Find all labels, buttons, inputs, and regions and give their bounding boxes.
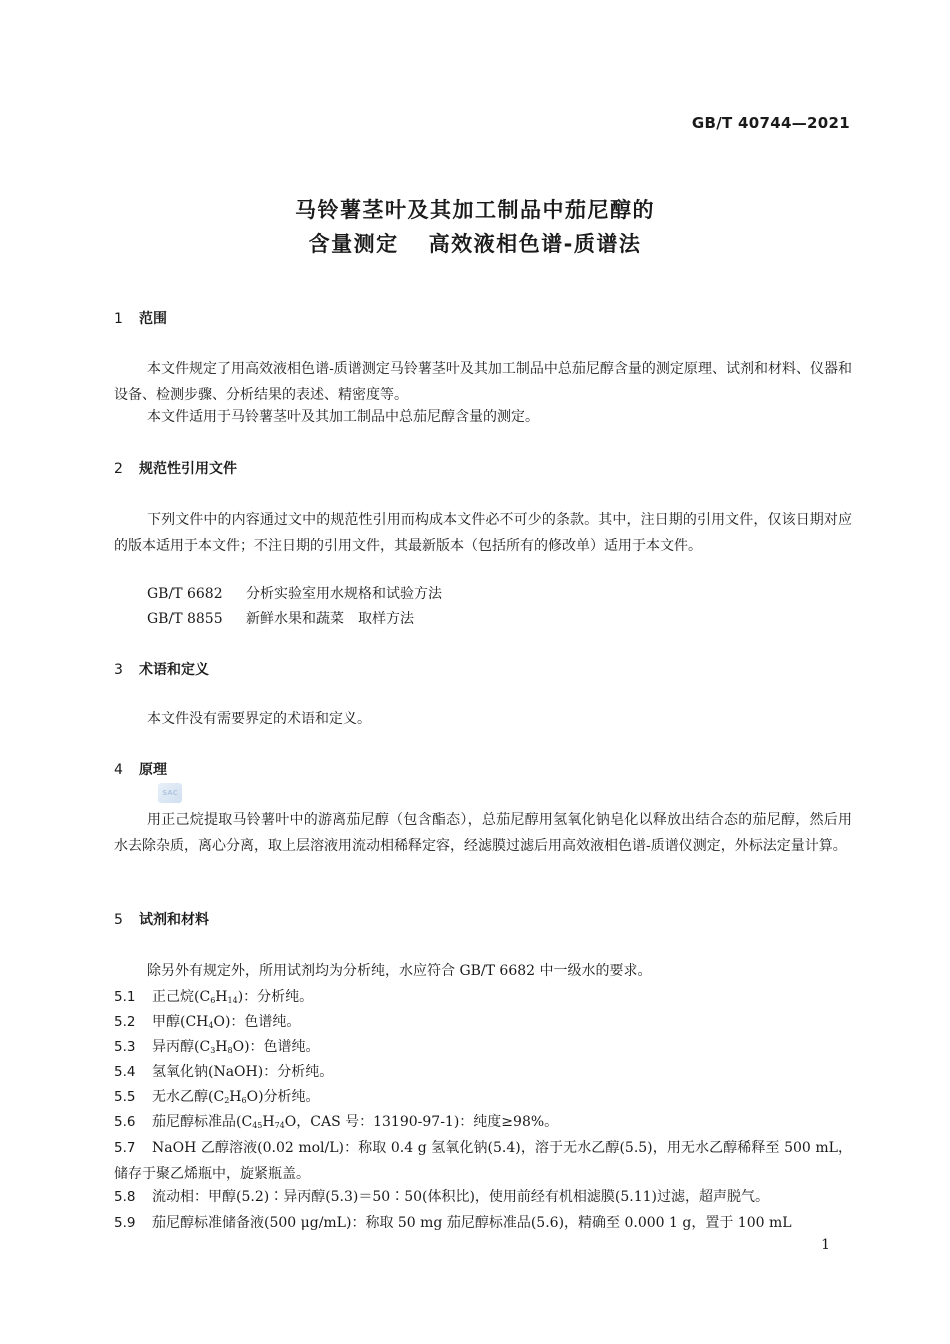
section-title: 规范性引用文件 bbox=[139, 461, 237, 477]
section-4-heading bbox=[114, 760, 167, 780]
section-number: 4 bbox=[114, 762, 123, 778]
item-number: 5.9 bbox=[114, 1215, 136, 1231]
reagent-item-5-3: 5.3 异丙醇$(C_3H_8O)$：色谱纯。 bbox=[114, 1034, 852, 1064]
section-title: 术语和定义 bbox=[139, 662, 209, 678]
section-1-paragraph-1: 本文件规定了用高效液相色谱-质谱测定马铃薯茎叶及其加工制品中总茄尼醇含量的测定原理、试剂和材料、仪器和设备、检测步骤、分析结果的表述、精密度等。 bbox=[114, 361, 852, 403]
section-2-heading bbox=[114, 459, 237, 479]
reagent-item-5-6: 5.6 茄尼醇标准品($C_{45}H_{74}O$，CAS 号：13190-97-1)：纯度≥98%。 bbox=[114, 1109, 852, 1139]
item-number: 5.4 bbox=[114, 1064, 136, 1080]
reference-code: GB/T 8855 bbox=[147, 611, 223, 627]
item-number: 5.5 bbox=[114, 1089, 136, 1105]
section-number: 3 bbox=[114, 662, 123, 678]
reagent-item-5-9: 5.9 茄尼醇标准储备液(500 μg/mL)：称取 50 mg 茄尼醇标准品(5.6)，精确至 0.000 1 g，置于 100 mL bbox=[114, 1210, 852, 1236]
section-1-paragraph-2: 本文件适用于马铃薯茎叶及其加工制品中总茄尼醇含量的测定。 bbox=[147, 409, 539, 425]
section-3-paragraph-1: 本文件没有需要界定的术语和定义。 bbox=[147, 711, 371, 727]
section-number: 2 bbox=[114, 461, 123, 477]
item-number: 5.6 bbox=[114, 1114, 136, 1130]
section-2-paragraph-1: 下列文件中的内容通过文中的规范性引用而构成本文件必不可少的条款。其中，注日期的引用文件，仅该日期对应的版本适用于本文件；不注日期的引用文件，其最新版本（包括所有的修改单）适用于本文件。 bbox=[114, 512, 852, 554]
section-number: 1 bbox=[114, 311, 123, 327]
reagent-item-5-5: 5.5 无水乙醇$(C_2H_6O)$分析纯。 bbox=[114, 1084, 852, 1114]
normative-reference-2 bbox=[147, 609, 414, 629]
section-title: 原理 bbox=[139, 762, 167, 778]
reagent-item-5-4: 5.4 氢氧化钠(NaOH)：分析纯。 bbox=[114, 1059, 852, 1085]
item-number: 5.2 bbox=[114, 1014, 136, 1030]
normative-reference-1 bbox=[147, 584, 442, 604]
title-line-1: 马铃薯茎叶及其加工制品中茄尼醇的 bbox=[295, 198, 655, 222]
item-number: 5.1 bbox=[114, 989, 136, 1005]
sac-watermark-logo: SAC bbox=[158, 783, 182, 803]
document-title bbox=[0, 193, 950, 261]
section-1-heading bbox=[114, 309, 167, 329]
section-title: 范围 bbox=[139, 311, 167, 327]
item-number: 5.8 bbox=[114, 1189, 136, 1205]
section-3-heading bbox=[114, 660, 209, 680]
section-title: 试剂和材料 bbox=[139, 912, 209, 928]
title-line-2-part-b: 高效液相色谱-质谱法 bbox=[428, 232, 642, 256]
section-5-heading bbox=[114, 910, 209, 930]
reagent-item-5-1: 5.1 正己烷$(C_6H_{14})$：分析纯。 bbox=[114, 984, 852, 1014]
section-5-intro: 除另外有规定外，所用试剂均为分析纯，水应符合 GB/T 6682 中一级水的要求。 bbox=[147, 963, 652, 979]
reference-title: 新鲜水果和蔬菜 取样方法 bbox=[246, 611, 414, 627]
reference-title: 分析实验室用水规格和试验方法 bbox=[246, 586, 442, 602]
title-line-2-part-a: 含量测定 bbox=[308, 232, 399, 256]
section-4-paragraph-1: 用正己烷提取马铃薯叶中的游离茄尼醇（包含酯态），总茄尼醇用氢氧化钠皂化以释放出结合态的茄尼醇，然后用水去除杂质，离心分离，取上层溶液用流动相稀释定容，经滤膜过滤后用高效液相色谱-质谱仪测定，外标法定量计算。 bbox=[114, 812, 852, 854]
title-line-2 bbox=[0, 227, 950, 261]
item-number: 5.3 bbox=[114, 1039, 136, 1055]
item-number: 5.7 bbox=[114, 1140, 136, 1156]
reagent-item-5-8: 5.8 流动相：甲醇(5.2)∶异丙醇(5.3)＝50∶50(体积比)，使用前经有机相滤膜(5.11)过滤，超声脱气。 bbox=[114, 1184, 852, 1210]
section-number: 5 bbox=[114, 912, 123, 928]
page-number: 1 bbox=[821, 1237, 830, 1253]
reagent-item-5-7: 5.7 NaOH 乙醇溶液(0.02 mol/L)：称取 0.4 g 氢氧化钠(5.4)，溶于无水乙醇(5.5)，用无水乙醇稀释至 500 mL，储存于聚乙烯瓶中，旋紧瓶盖。 bbox=[114, 1135, 852, 1187]
standard-code: GB/T 40744—2021 bbox=[691, 114, 850, 132]
reference-code: GB/T 6682 bbox=[147, 586, 223, 602]
reagent-item-5-2: 5.2 甲醇$(CH_4O)$：色谱纯。 bbox=[114, 1009, 852, 1039]
